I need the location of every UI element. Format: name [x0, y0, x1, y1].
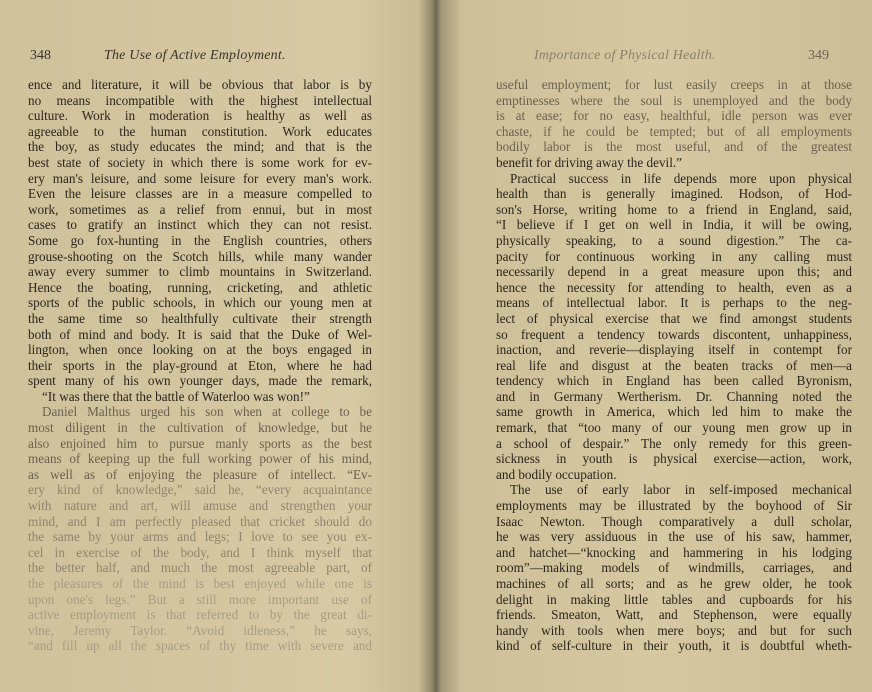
text-line: vine, Jeremy Taylor. “Avoid idleness,” he says, [28, 622, 372, 638]
text-line: culture. Work in moderation is healthy as well as [28, 108, 372, 124]
text-line: also enjoined him to pursue manly sports as the best [28, 435, 372, 451]
text-line: spent many of his own younger days, made the remark, [28, 373, 372, 389]
text-line: ence and literature, it will be obvious that labor is by [28, 77, 372, 92]
text-line: lington, when once looking on at the boys engaged in [28, 342, 372, 358]
text-line: so frequent a tendency towards discontent, unhappiness, [496, 326, 852, 342]
text-line: means of keeping up the full working power of his mind, [28, 451, 372, 467]
text-line: active employment is that referred to by the great di- [28, 607, 372, 623]
text-line: away every summer to climb mountains in Switzerland. [28, 264, 372, 280]
text-line: remark, that “too many of our young men grow up in [496, 420, 852, 436]
text-line: mind, and I am perfectly pleased that cricket should do [28, 513, 372, 529]
text-line: friends. Smeaton, Watt, and Stephenson, were equally [496, 607, 852, 623]
text-line: Hence the boating, running, cricketing, and athletic [28, 279, 372, 295]
text-line: real life and disgust at the beaten tracks of men—a [496, 357, 852, 373]
text-line: a school of despair.” The only remedy for this green- [496, 435, 852, 451]
text-line: best state of society in which there is some work for ev- [28, 154, 372, 170]
text-line: physically speaking, to a sound digestion.” The ca- [496, 232, 852, 248]
text-line: machines of all sorts; and as he grew older, he took [496, 576, 852, 591]
text-line: cel in exercise of the body, and I think myself that [28, 544, 372, 560]
text-line: as well as of enjoying the pleasure of intellect. “Ev- [28, 466, 372, 482]
text-line: necessarily depend in a great measure upon this; and [496, 264, 852, 280]
right-page [436, 0, 872, 692]
text-line: ery man's leisure, and some leisure for every man's work. [28, 170, 372, 186]
text-line: sports of the public schools, in which our young men at [28, 295, 372, 311]
text-line: health than is generally imagined. Hodson, of Hod- [496, 186, 852, 202]
text-line: agreeable to the human constitution. Work educates [28, 123, 372, 139]
text-line: and hatchet—“knocking and hammering in his lodging [496, 544, 852, 560]
text-line: delight in making little tables and cupboards for his [496, 591, 852, 607]
text-line: benefit for driving away the devil.” [496, 154, 683, 170]
left-page-text [28, 77, 372, 654]
text-line: Some go fox-hunting in the English countries, others [28, 232, 372, 248]
text-line: upon one's legs.” But a still more important use of [28, 591, 372, 607]
page-number: 348 [30, 48, 51, 63]
text-line: means of intellectual labor. It is perhaps to the neg- [496, 295, 852, 311]
text-line: the same by your arms and legs; I love to see you ex- [28, 529, 372, 545]
text-line: is at ease; for no easy, healthful, idle person was ever [496, 108, 852, 124]
text-line: and bodily occupation. [496, 466, 617, 482]
text-line: tendency which in England has been called Byronism, [496, 373, 852, 389]
text-line: “and fill up all the spaces of thy time with severe and [28, 638, 372, 654]
text-line: Even the leisure classes are in a measure compelled to [28, 186, 372, 202]
text-line: the pleasures of the mind is best enjoyed while one is [28, 576, 372, 591]
text-line: ery kind of knowledge,” said he, “every acquaintance [28, 482, 372, 498]
text-line: both of mind and body. It is said that the Duke of Wel- [28, 326, 372, 342]
text-line: the same time so healthfully cultivate their strength [28, 310, 372, 326]
text-line: no means incompatible with the highest intellectual [28, 92, 372, 108]
text-line: work, sometimes as a relief from ennui, but in most [28, 201, 372, 217]
text-line: inaction, and reverie—displaying itself in contempt for [496, 342, 852, 358]
left-page-header [0, 48, 436, 68]
text-line: the boy, as study educates the mind; and that is the [28, 139, 372, 155]
text-line: useful employment; for lust easily creeps in at those [496, 77, 852, 92]
page-number: 349 [808, 48, 829, 63]
right-page-header [436, 48, 872, 68]
running-head: The Use of Active Employment. [104, 48, 286, 63]
text-line: pacity for continuous working in any calling must [496, 248, 852, 264]
text-line: with nature and art, will amuse and strengthen your [28, 498, 372, 514]
text-line: Practical success in life depends more upon physical [510, 170, 852, 186]
text-line: he was very assiduous in the use of his saw, hammer, [496, 529, 852, 545]
text-line: handy with tools when mere boys; and but for such [496, 622, 852, 638]
text-line: Daniel Malthus urged his son when at college to be [42, 404, 372, 420]
right-page-text [496, 77, 852, 654]
text-line: sickness in youth is physical exercise—action, work, [496, 451, 852, 467]
text-line: emptinesses where the soul is unemployed and the body [496, 92, 852, 108]
text-line: kind of self-culture in their youth, it is doubtful wheth- [496, 638, 852, 654]
text-line: Isaac Newton. Though comparatively a dull scholar, [496, 513, 852, 529]
text-line: bodily labor is the most useful, and of the greatest [496, 139, 852, 155]
text-line: cases to gratify an instinct which they can not resist. [28, 217, 372, 233]
text-line: lect of physical exercise that we find amongst students [496, 310, 852, 326]
text-line: grouse-shooting on the Scotch hills, while many wander [28, 248, 372, 264]
text-line: room”—making models of windmills, carriages, and [496, 560, 852, 576]
text-line: son's Horse, writing home to a friend in England, said, [496, 201, 852, 217]
text-line: chaste, if he could be tempted; but of all employments [496, 123, 852, 139]
text-line: The use of early labor in self-imposed mechanical [510, 482, 852, 498]
text-line: and in Germany Wertherism. Dr. Channing noted the [496, 388, 852, 404]
text-line: the better half, and much the most agreeable part, of [28, 560, 372, 576]
text-line: hence the necessity for attending to health, even as a [496, 279, 852, 295]
text-line: employments may be illustrated by the boyhood of Sir [496, 498, 852, 514]
text-line: most diligent in the cultivation of knowledge, but he [28, 420, 372, 436]
text-line: their sports in the play-ground at Eton, where he had [28, 357, 372, 373]
text-line: “It was there that the battle of Waterloo was won!” [42, 388, 310, 404]
text-line: same growth in America, which led him to make the [496, 404, 852, 420]
running-head: Importance of Physical Health. [534, 48, 716, 63]
text-line: “I believe if I get on well in India, it will be owing, [496, 217, 852, 233]
